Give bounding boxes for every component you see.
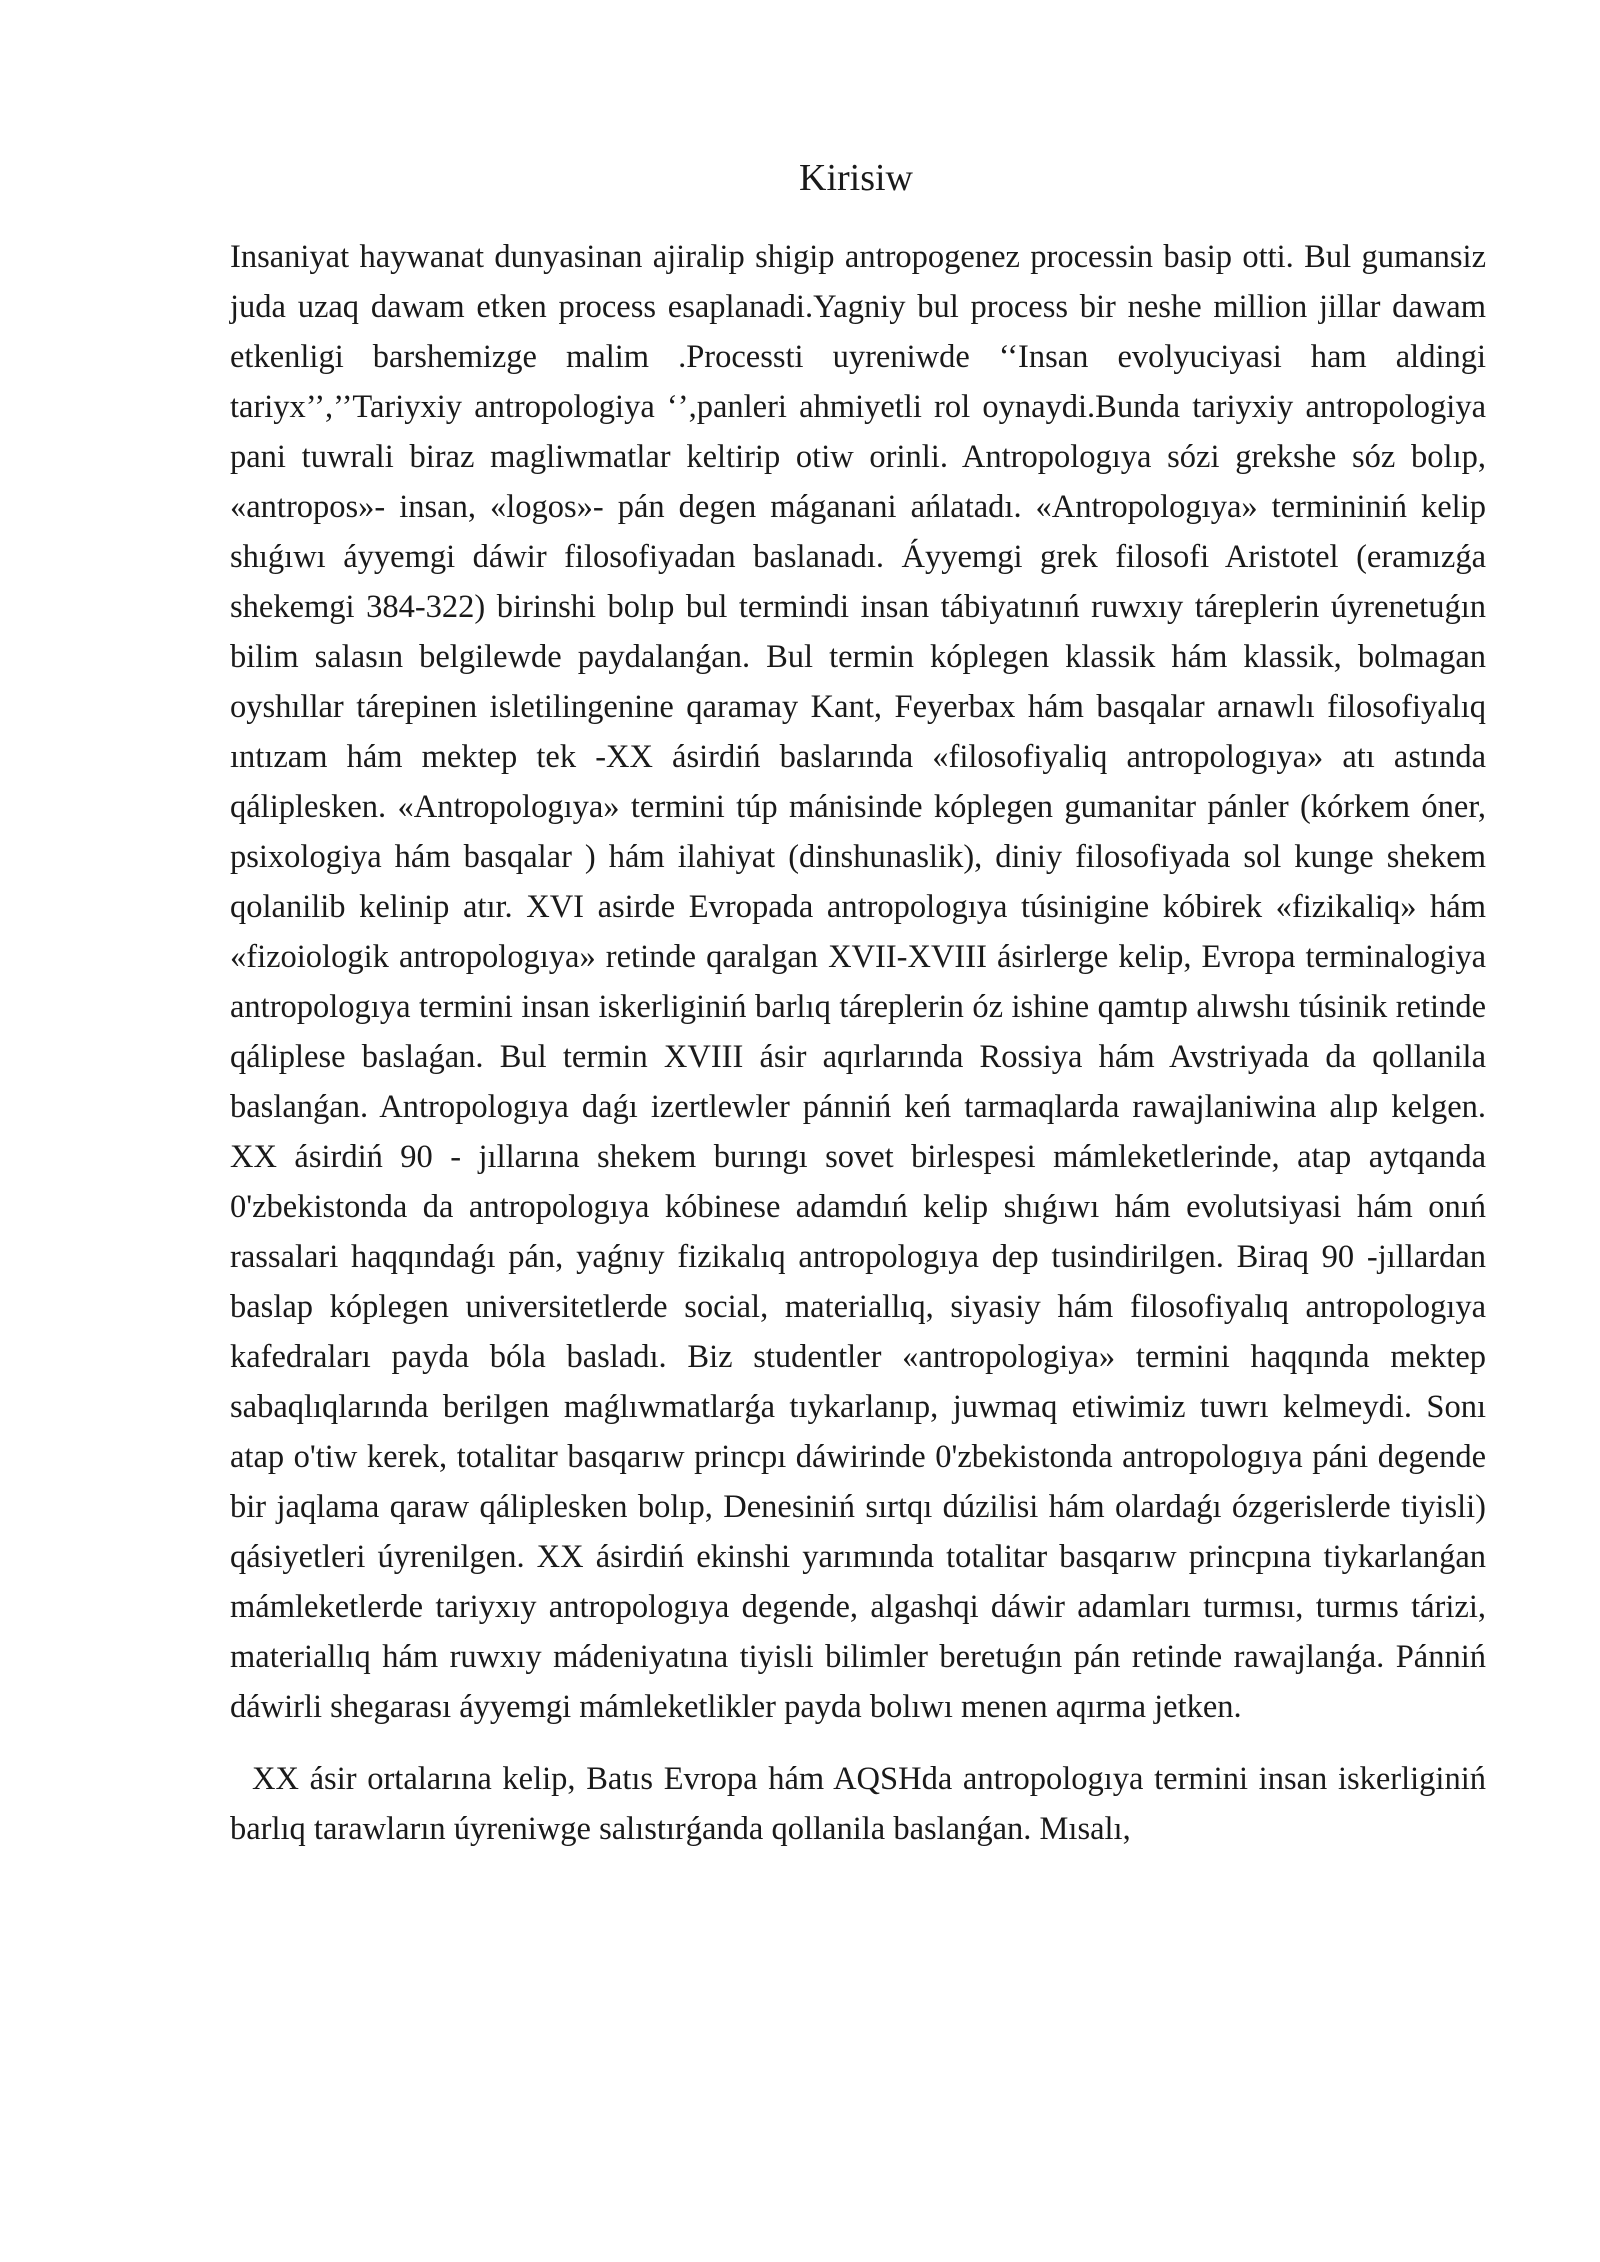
page-title: Kirisiw — [799, 157, 913, 199]
document-body — [230, 232, 1486, 1854]
paragraph-intro: Insaniyat haywanat dunyasinan ajiralip shigip antropogenez processin basip otti. Bul gumansiz juda uzaq dawam etken process esaplanadi.Yagniy bul process bir neshe million jillar dawam etkenligi barshemizge malim .Processti uyreniwde ‘‘Insan evolyuciyasi ham aldingi tariyx’’,’’Tariyxiy antropologiya ‘’,panleri ahmiyetli rol oynaydi.Bunda tariyxiy antropologiya pani tuwrali biraz magliwmatlar keltirip otiw orinli. Antropologıya sózi grekshe sóz bolıp, «antropos»- insan, «logos»- pán degen máganani ańlatadı. «Antropologıya» termininiń kelip shıǵıwı áyyemgi dáwir filosofiyadan baslanadı. Áyyemgi grek filosofi Aristotel (eramızǵa shekemgi 384-322) birinshi bolıp bul termindi insan tábiyatınıń ruwxıy táreplerin úyrenetuǵın bilim salasın belgilewde paydalanǵan. Bul termin kóplegen klassik hám klassik, bolmagan oyshıllar tárepinen isletilingenine qaramay Kant, Feyerbax hám basqalar arnawlı filosofiyalıq ıntızam hám mektep tek -XX ásirdiń baslarında «filosofiyaliq antropologıya» atı astında qáliplesken. «Antropologıya» termini túp mánisinde kóplegen gumanitar pánler (kórkem óner, psixologiya hám basqalar ) hám ilahiyat (dinshunaslik), diniy filosofiyada sol kunge shekem qolanilib kelinip atır. XVI asirde Evropada antropologıya túsinigine kóbirek «fizikaliq» hám «fizoiologik antropologıya» retinde qaralgan XVII-XVIII ásirlerge kelip, Evropa terminalogiya antropologıya termini insan iskerliginiń barlıq táreplerin óz ishine qamtıp alıwshı túsinik retinde qáliplese baslaǵan. Bul termin XVIII ásir aqırlarında Rossiya hám Avstriyada da qollanila baslanǵan. Antropologıya daǵı izertlewler pánniń keń tarmaqlarda rawajlaniwina alıp kelgen. XX ásirdiń 90 - jıllarına shekem burıngı sovet birlespesi mámleketlerinde, atap aytqanda 0'zbekistonda da antropologıya kóbinese adamdıń kelip shıǵıwı hám evolutsiyasi hám onıń rassalari haqqındaǵı pán, yaǵnıy fizikalıq antropologıya dep tusindirilgen. Biraq 90 -jıllardan baslap kóplegen universitetlerde social, materiallıq, siyasiy hám filosofiyalıq antropologıya kafedraları payda bóla basladı. Biz studentler «antropologiya» termini haqqında mektep sabaqlıqlarında berilgen maǵlıwmatlarǵa tıykarlanıp, juwmaq etiwimiz tuwrı kelmeydi. Sonı atap o'tiw kerek, totalitar basqarıw princpı dáwirinde 0'zbekistonda antropologıya páni degende bir jaqlama qaraw qáliplesken bolıp, Denesiniń sırtqı dúzilisi hám olardaǵı ózgerislerde tiyisli) qásiyetleri úyrenilgen. XX ásirdiń ekinshi yarımında totalitar basqarıw princpına tiykarlanǵan mámleketlerde tariyxıy antropologıya degende, algashqi dáwir adamları turmısı, turmıs tárizi, materiallıq hám ruwxıy mádeniyatına tiyisli bilimler beretuǵın pán retinde rawajlanǵa. Pánniń dáwirli shegarası áyyemgi mámleketlikler payda bolıwı menen aqırma jetken. — [230, 239, 1486, 1725]
paragraph-second: XX ásir ortalarına kelip, Batıs Evropa hám AQSHda antropologıya termini insan iskerliginiń barlıq tarawların úyreniwge salıstırǵanda qollanila baslanǵan. Mısalı, — [230, 1761, 1486, 1847]
